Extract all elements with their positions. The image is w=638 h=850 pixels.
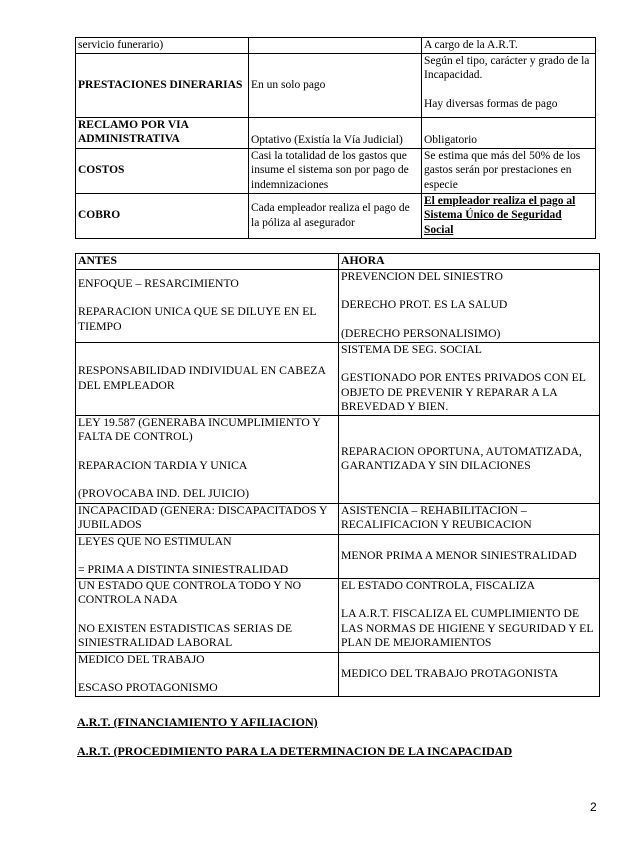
cell-text: PREVENCION DEL SINIESTRO (341, 269, 503, 283)
cell-text: LA A.R.T. FISCALIZA EL CUMPLIMIENTO DE LAS NORMAS DE HIGIENE Y SEGURIDAD Y EL PLAN DE MEJORAMIENTOS (341, 607, 594, 649)
cell-text: NO EXISTEN ESTADISTICAS SERIAS DE SINIESTRALIDAD LABORAL (78, 621, 292, 649)
cell-text: = PRIMA A DISTINTA SINIESTRALIDAD (78, 563, 289, 576)
table-cell: RECLAMO POR VIA ADMINISTRATIVA (76, 117, 249, 148)
table-row (76, 148, 596, 193)
cell-text: Según el tipo, carácter y grado de la Incapacidad. (424, 54, 590, 81)
cell-text: GESTIONADO POR ENTES PRIVADOS CON EL OBJETO DE PREVENIR Y REPARAR A LA BREVEDAD Y BIEN. (341, 371, 586, 413)
table-row (76, 534, 600, 578)
table-row (76, 193, 596, 238)
antes-ahora-table (75, 253, 600, 697)
table-cell (422, 53, 596, 117)
table-cell: Se estima que más del 50% de los gastos serán por prestaciones en especie (422, 148, 596, 193)
table-cell-antes: INCAPACIDAD (GENERA: DISCAPACITADOS Y JUBILADOS (76, 503, 339, 534)
cell-text: REPARACION UNICA QUE SE DILUYE EN EL TIEMPO (78, 305, 317, 333)
table-cell: Cada empleador realiza el pago de la póliza al asegurador (249, 193, 422, 238)
table-row (76, 415, 600, 503)
cell-text: ESCASO PROTAGONISMO (78, 681, 218, 694)
table-cell: Casi la totalidad de los gastos que insume el sistema son por pago de indemnizaciones (249, 148, 422, 193)
table-cell: PRESTACIONES DINERARIAS (76, 53, 249, 117)
table-row (76, 578, 600, 652)
table-cell-antes (76, 578, 339, 652)
cell-text: SISTEMA DE SEG. SOCIAL (341, 342, 482, 356)
section-heading-procedimiento: A.R.T. (PROCEDIMIENTO PARA LA DETERMINACION DE LA INCAPACIDAD (77, 744, 513, 758)
table-cell-ahora (339, 342, 600, 415)
table-cell-antes (76, 269, 339, 342)
table-cell-ahora (339, 578, 600, 652)
cell-text: DERECHO PROT. ES LA SALUD (341, 298, 508, 311)
table-cell: A cargo de la A.R.T. (422, 38, 596, 54)
table-cell (249, 53, 422, 117)
cell-text: LEY 19.587 (GENERABA INCUMPLIMIENTO Y FALTA DE CONTROL) (78, 415, 321, 443)
table-cell-antes: RESPONSABILIDAD INDIVIDUAL EN CABEZA DEL EMPLEADOR (76, 342, 339, 415)
cell-text: En un solo pago (251, 78, 326, 91)
table-cell (249, 38, 422, 54)
table-cell: COSTOS (76, 148, 249, 193)
table-row (76, 269, 600, 342)
table-cell: COBRO (76, 193, 249, 238)
table-cell: Optativo (Existía la Vía Judicial) (249, 117, 422, 148)
cell-text: MEDICO DEL TRABAJO (78, 652, 205, 666)
table-cell-antes (76, 415, 339, 503)
table-cell-ahora: MENOR PRIMA A MENOR SINIESTRALIDAD (339, 534, 600, 578)
table-cell-ahora: ASISTENCIA – REHABILITACION – RECALIFICACION Y REUBICACION (339, 503, 600, 534)
cell-text: (DERECHO PERSONALISIMO) (341, 326, 501, 340)
cell-text: Hay diversas formas de pago (424, 97, 558, 110)
table-row (76, 342, 600, 415)
table-header-row (76, 254, 600, 270)
comparison-table-1 (75, 37, 596, 239)
table-cell-ahora: REPARACION OPORTUNA, AUTOMATIZADA, GARANTIZADA Y SIN DILACIONES (339, 415, 600, 503)
cell-text: UN ESTADO QUE CONTROLA TODO Y NO CONTROLA NADA (78, 578, 302, 606)
table-cell: El empleador realiza el pago al Sistema Único de Seguridad Social (422, 193, 596, 238)
table-row (76, 38, 596, 54)
column-header-antes: ANTES (76, 254, 339, 270)
cell-text: ENFOQUE – RESARCIMIENTO (78, 276, 239, 290)
cell-text: REPARACION TARDIA Y UNICA (78, 458, 248, 472)
table-row (76, 652, 600, 696)
cell-text: LEYES QUE NO ESTIMULAN (78, 534, 232, 548)
page-number: 2 (590, 800, 597, 814)
section-heading-financiamiento: A.R.T. (FINANCIAMIENTO Y AFILIACION) (77, 715, 318, 729)
cell-text: (PROVOCABA IND. DEL JUICIO) (78, 487, 249, 500)
table-row (76, 53, 596, 117)
table-cell: Obligatorio (422, 117, 596, 148)
table-cell-ahora: MEDICO DEL TRABAJO PROTAGONISTA (339, 652, 600, 696)
table-cell-antes (76, 652, 339, 696)
table-row (76, 503, 600, 534)
table-cell: servicio funerario) (76, 38, 249, 54)
table-cell-ahora (339, 269, 600, 342)
table-row (76, 117, 596, 148)
cell-text: EL ESTADO CONTROLA, FISCALIZA (341, 578, 536, 592)
column-header-ahora: AHORA (339, 254, 600, 270)
table-cell-antes (76, 534, 339, 578)
